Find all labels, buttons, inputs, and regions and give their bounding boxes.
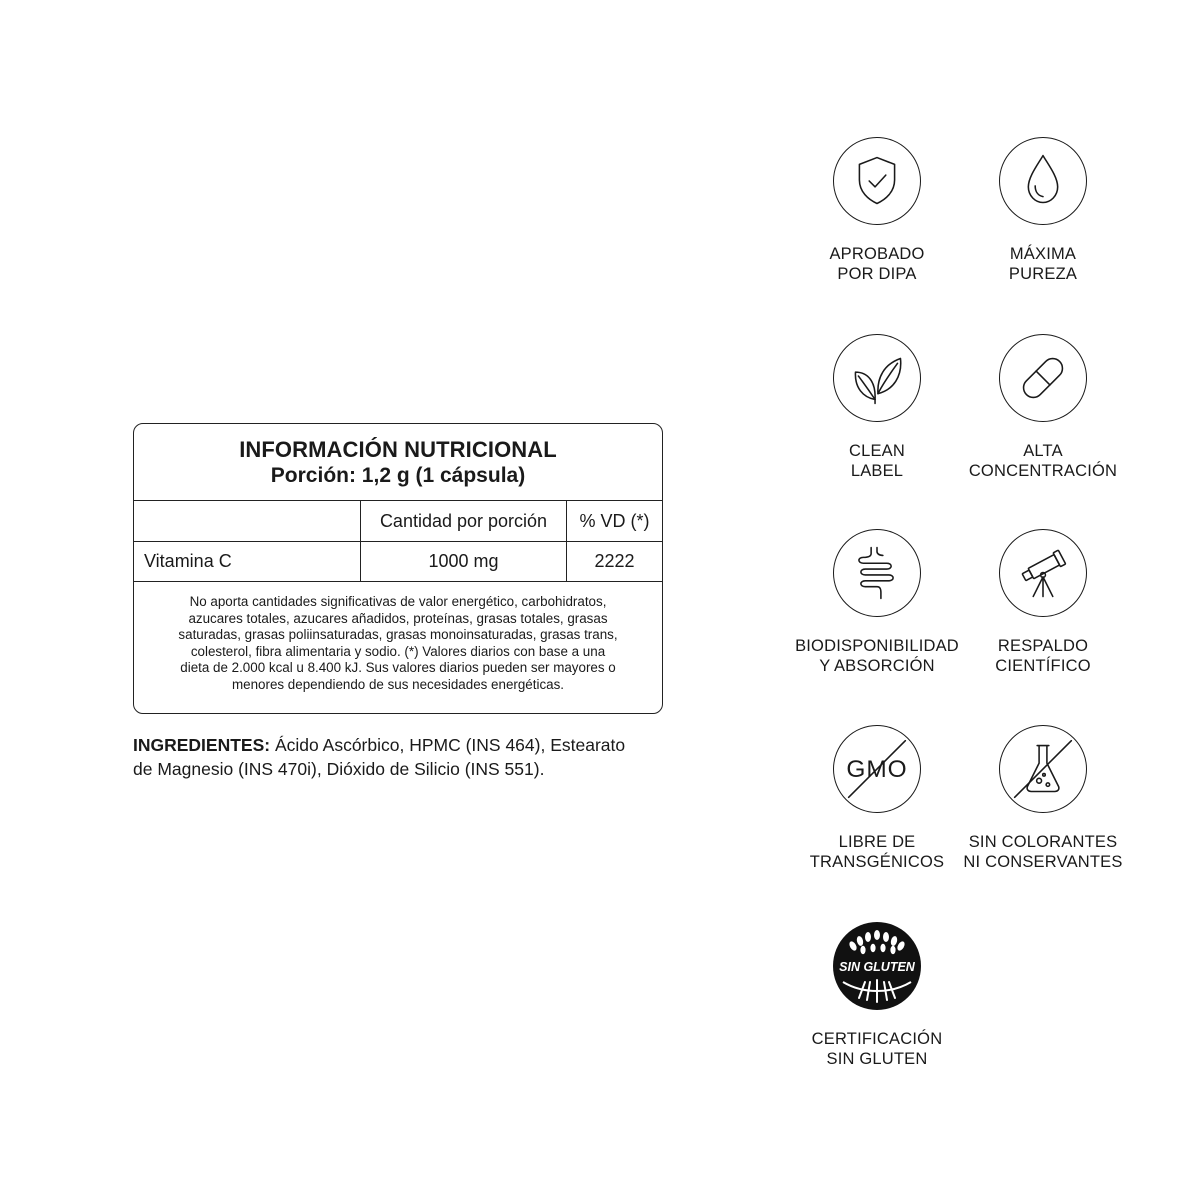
- badge-label-line: APROBADO: [829, 245, 925, 263]
- label-title: INFORMACIÓN NUTRICIONAL: [239, 437, 557, 462]
- badge-aprobado-dipa: [792, 137, 962, 284]
- nutrient-amount: 1000 mg: [361, 542, 567, 581]
- footnote-line: colesterol, fibra alimentaria y sodio. (*) Valores diarios con base a una: [190, 643, 606, 659]
- ingredients-text: [133, 733, 673, 781]
- badge-label-line: RESPALDO: [997, 637, 1089, 655]
- ingredients-line: Ácido Ascórbico, HPMC (INS 464), Estearato: [270, 735, 626, 755]
- badge-label-line: MÁXIMA: [1009, 245, 1077, 263]
- intestine-icon: [833, 529, 921, 617]
- water-drop-icon: [999, 137, 1087, 225]
- table-row: [134, 542, 662, 582]
- footnote-line: saturadas, grasas poliinsaturadas, grasas monoinsaturadas, grasas trans,: [178, 627, 618, 643]
- badge-label-line: SIN COLORANTES: [968, 833, 1118, 851]
- gmo-icon-text: GMO: [846, 755, 908, 783]
- badge-maxima-pureza: [958, 137, 1128, 284]
- badge-alta-concentracion: [958, 334, 1128, 481]
- badge-label-line: NI CONSERVANTES: [963, 853, 1123, 871]
- badge-label-line: LABEL: [850, 462, 904, 480]
- nutrition-facts-label: [133, 423, 663, 714]
- badge-label-line: CONCENTRACIÓN: [968, 462, 1118, 480]
- no-gmo-icon: [833, 725, 921, 813]
- badge-clean-label: [792, 334, 962, 481]
- footnote-line: dieta de 2.000 kcal u 8.400 kJ. Sus valores diarios pueden ser mayores o: [180, 660, 616, 676]
- badge-biodisponibilidad: [792, 529, 962, 676]
- badge-respaldo-cientifico: [958, 529, 1128, 676]
- badge-label-line: LIBRE DE: [838, 833, 916, 851]
- badge-libre-transgenicos: [792, 725, 962, 872]
- ingredients-heading: INGREDIENTES:: [133, 735, 271, 755]
- ingredients-line: de Magnesio (INS 470i), Dióxido de Silicio (INS 551).: [133, 759, 545, 779]
- nutrient-daily-value: 2222: [594, 551, 635, 571]
- label-header: [134, 424, 662, 501]
- badge-label-line: CLEAN: [848, 442, 906, 460]
- label-portion: Porción: 1,2 g (1 cápsula): [270, 464, 526, 487]
- badge-label-line: CIENTÍFICO: [995, 657, 1091, 675]
- leaves-icon: [833, 334, 921, 422]
- badge-label-line: Y ABSORCIÓN: [819, 657, 935, 675]
- header-nutrient: [134, 501, 361, 541]
- badge-label-line: TRANSGÉNICOS: [809, 853, 945, 871]
- badge-sin-gluten: [792, 922, 962, 1069]
- header-amount: Cantidad por porción: [361, 501, 567, 541]
- badge-sin-colorantes: [958, 725, 1128, 872]
- footnote-line: azucares totales, azucares añadidos, proteínas, grasas totales, grasas: [188, 610, 608, 626]
- badge-label-line: POR DIPA: [837, 265, 917, 283]
- badge-label-line: ALTA: [1023, 442, 1063, 460]
- footnote-line: No aporta cantidades significativas de valor energético, carbohidratos,: [189, 594, 607, 609]
- badge-label-line: BIODISPONIBILIDAD: [795, 637, 959, 655]
- badge-label-line: SIN GLUTEN: [826, 1050, 928, 1068]
- badge-label-line: CERTIFICACIÓN: [811, 1030, 943, 1048]
- label-footnote: [134, 582, 662, 694]
- table-header-row: [134, 501, 662, 542]
- telescope-icon: [999, 529, 1087, 617]
- no-flask-icon: [999, 725, 1087, 813]
- gluten-free-seal-text: SIN GLUTEN: [839, 960, 915, 974]
- footnote-line: menores dependiendo de sus necesidades energéticas.: [231, 676, 565, 692]
- gluten-free-seal-icon: [833, 922, 921, 1010]
- capsule-icon: [999, 334, 1087, 422]
- shield-check-icon: [833, 137, 921, 225]
- badge-label-line: PUREZA: [1008, 265, 1078, 283]
- nutrient-name: Vitamina C: [134, 542, 361, 581]
- header-daily-value: % VD (*): [579, 510, 650, 531]
